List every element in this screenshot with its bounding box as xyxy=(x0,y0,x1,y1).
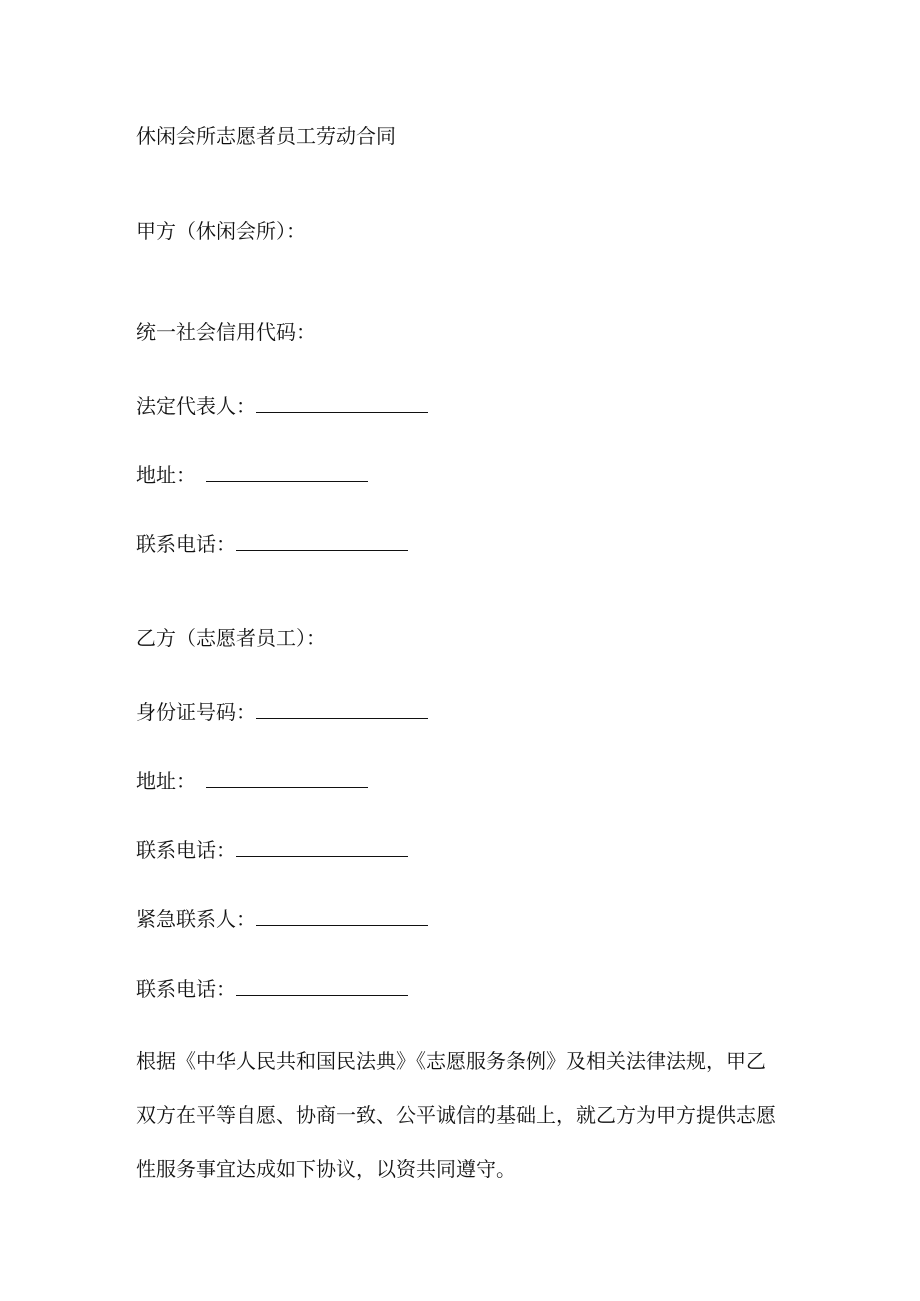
id-number-blank xyxy=(256,698,428,719)
legal-rep-row xyxy=(136,392,428,420)
id-number-row xyxy=(136,698,428,726)
party-b-address-blank xyxy=(206,767,368,788)
emergency-contact-label: 紧急联系人： xyxy=(136,907,256,931)
party-b-phone-blank xyxy=(236,836,408,857)
party-a-phone-blank xyxy=(236,530,408,551)
party-a-phone-label: 联系电话： xyxy=(136,532,236,556)
emergency-phone-blank xyxy=(236,975,408,996)
party-b-phone-row xyxy=(136,836,408,864)
preamble-line: 性服务事宜达成如下协议，以资共同遵守。 xyxy=(136,1157,516,1181)
legal-rep-label: 法定代表人： xyxy=(136,394,256,418)
party-a-address-blank xyxy=(206,461,368,482)
preamble-line: 根据《中华人民共和国民法典》《志愿服务条例》及相关法律法规，甲乙 xyxy=(136,1049,766,1073)
id-number-label: 身份证号码： xyxy=(136,700,256,724)
party-a-phone-row xyxy=(136,530,408,558)
emergency-phone-row xyxy=(136,975,408,1003)
legal-rep-blank xyxy=(256,392,428,413)
document-title: 休闲会所志愿者员工劳动合同 xyxy=(136,124,396,148)
party-b-address-label: 地址： xyxy=(136,769,196,793)
credit-code-label: 统一社会信用代码： xyxy=(136,320,316,344)
preamble-line: 双方在平等自愿、协商一致、公平诚信的基础上，就乙方为甲方提供志愿 xyxy=(136,1103,776,1127)
party-b-address-row xyxy=(136,767,368,795)
preamble-paragraph xyxy=(136,1034,786,1196)
party-a-heading: 甲方（休闲会所）： xyxy=(136,219,306,243)
emergency-contact-blank xyxy=(256,905,428,926)
emergency-phone-label: 联系电话： xyxy=(136,977,236,1001)
party-b-heading: 乙方（志愿者员工）： xyxy=(136,626,326,650)
party-a-address-row xyxy=(136,461,368,489)
party-a-address-label: 地址： xyxy=(136,463,196,487)
party-b-phone-label: 联系电话： xyxy=(136,838,236,862)
emergency-contact-row xyxy=(136,905,428,933)
